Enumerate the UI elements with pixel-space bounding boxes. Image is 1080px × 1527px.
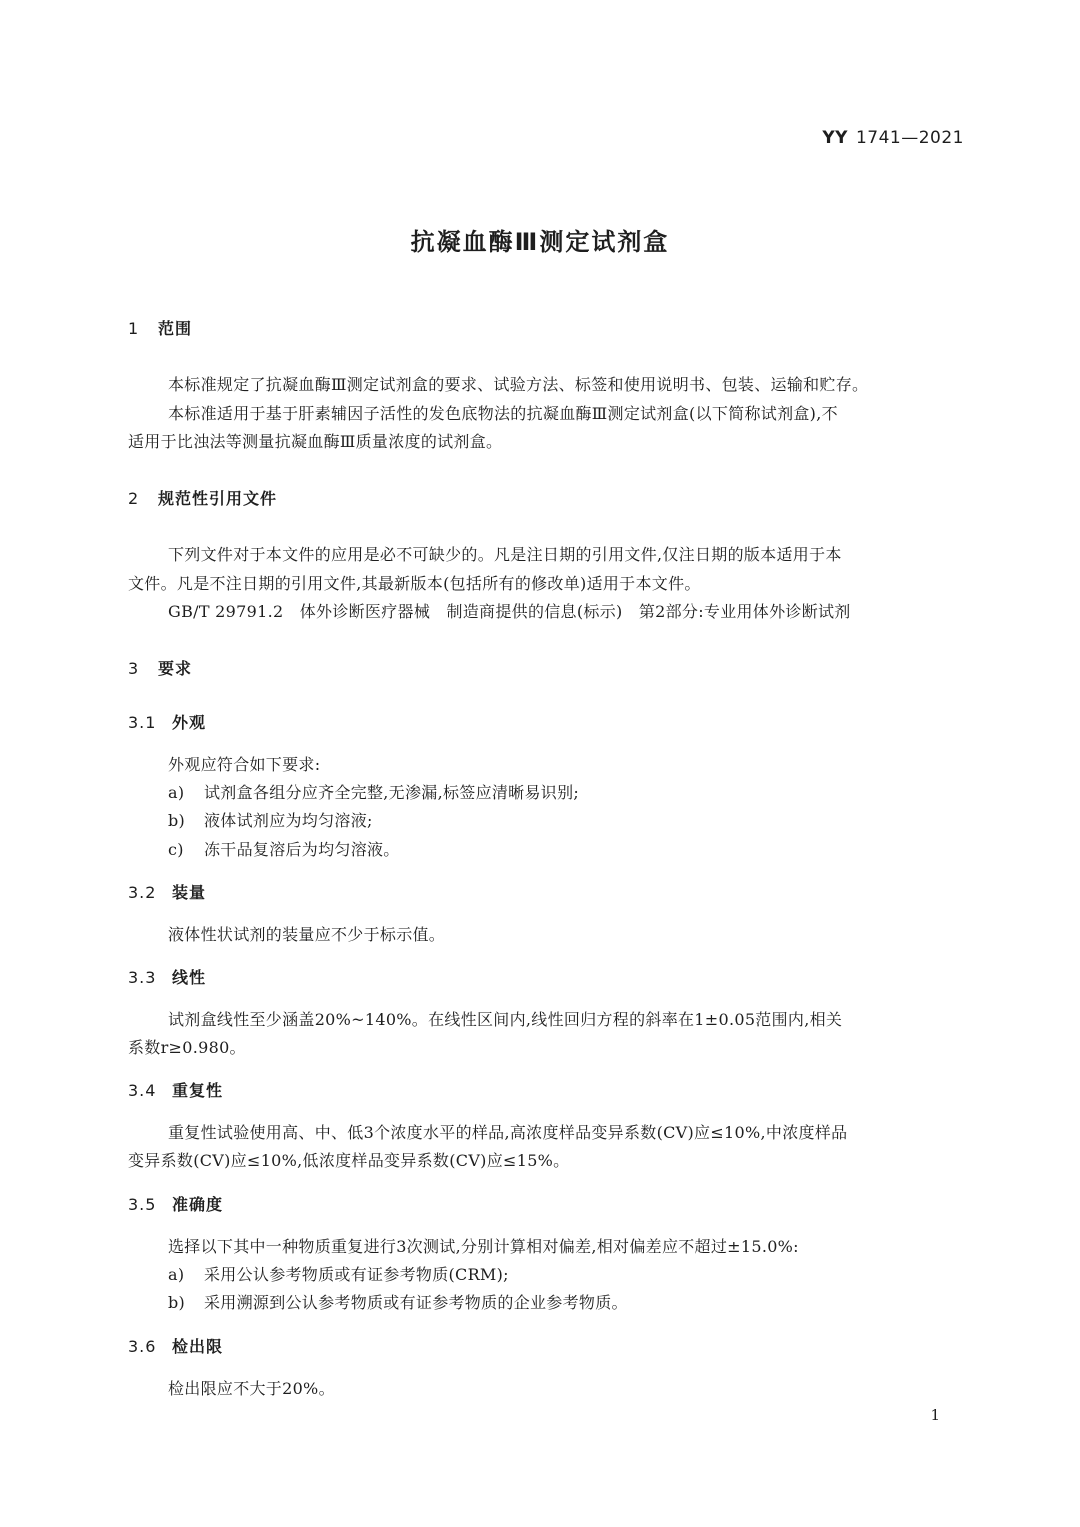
list-marker: b) (168, 1293, 186, 1312)
paragraph-line: 变异系数(CV)应≤10%,低浓度样品变异系数(CV)应≤15%。 (128, 1151, 570, 1170)
list-marker: a) (168, 1265, 185, 1284)
list-text: 采用溯源到公认参考物质或有证参考物质的企业参考物质。 (204, 1293, 628, 1312)
subsection-number: 3.6 (128, 1337, 157, 1356)
subsection-number: 3.5 (128, 1195, 157, 1214)
section-title: 规范性引用文件 (158, 489, 278, 508)
subsection-number: 3.2 (128, 883, 157, 902)
list-item (168, 1290, 628, 1313)
subsection-3-1-heading (128, 710, 206, 733)
paragraph-line: 检出限应不大于20%。 (168, 1379, 335, 1398)
section-3-heading (128, 656, 192, 679)
subsection-title: 重复性 (172, 1081, 224, 1100)
paragraph-line: 试剂盒线性至少涵盖20%~140%。在线性区间内,线性回归方程的斜率在1±0.05范围内,相关 (168, 1010, 843, 1029)
subsection-title: 外观 (172, 713, 207, 732)
subsection-number: 3.1 (128, 713, 157, 732)
subsection-title: 装量 (172, 883, 207, 902)
paragraph-line: 下列文件对于本文件的应用是必不可缺少的。凡是注日期的引用文件,仅注日期的版本适用于本 (168, 545, 842, 564)
paragraph-line: 重复性试验使用高、中、低3个浓度水平的样品,高浓度样品变异系数(CV)应≤10%,中浓度样品 (168, 1123, 848, 1142)
subsection-title: 检出限 (172, 1337, 224, 1356)
subsection-number: 3.4 (128, 1081, 157, 1100)
subsection-3-6-heading (128, 1334, 223, 1357)
paragraph-line: 选择以下其中一种物质重复进行3次测试,分别计算相对偏差,相对偏差应不超过±15.0%: (168, 1237, 799, 1256)
subsection-3-2-heading (128, 880, 206, 903)
page-number: 1 (930, 1406, 940, 1424)
paragraph-line: 本标准规定了抗凝血酶Ⅲ测定试剂盒的要求、试验方法、标签和使用说明书、包装、运输和贮存。 (168, 375, 869, 394)
subsection-number: 3.3 (128, 968, 157, 987)
subsection-title: 线性 (172, 968, 207, 987)
paragraph-line: 系数r≥0.980。 (128, 1038, 246, 1057)
list-text: 液体试剂应为均匀溶液; (204, 811, 373, 830)
subsection-3-5-heading (128, 1192, 223, 1215)
list-item (168, 780, 579, 803)
list-marker: c) (168, 840, 184, 859)
list-text: 冻干品复溶后为均匀溶液。 (204, 840, 400, 859)
list-item (168, 837, 400, 860)
normative-reference: GB/T 29791.2 体外诊断医疗器械 制造商提供的信息(标示) 第2部分:专业用体外诊断试剂 (168, 602, 851, 621)
standard-code-number: 1741—2021 (855, 128, 964, 148)
subsection-3-4-heading (128, 1078, 223, 1101)
standard-code (822, 128, 964, 148)
subsection-title: 准确度 (172, 1195, 224, 1214)
list-marker: a) (168, 783, 185, 802)
document-title: 抗凝血酶Ⅲ测定试剂盒 (410, 228, 670, 256)
list-item (168, 1262, 509, 1285)
paragraph-line: 本标准适用于基于肝素辅因子活性的发色底物法的抗凝血酶Ⅲ测定试剂盒(以下简称试剂盒),不 (168, 404, 838, 423)
section-title: 要求 (158, 659, 193, 678)
paragraph-line: 适用于比浊法等测量抗凝血酶Ⅲ质量浓度的试剂盒。 (128, 432, 503, 451)
section-title: 范围 (158, 319, 193, 338)
paragraph-line: 文件。凡是不注日期的引用文件,其最新版本(包括所有的修改单)适用于本文件。 (128, 574, 701, 593)
list-text: 采用公认参考物质或有证参考物质(CRM); (204, 1265, 509, 1284)
section-2-heading (128, 486, 277, 509)
subsection-3-3-heading (128, 965, 206, 988)
section-number: 1 (128, 319, 140, 338)
list-text: 试剂盒各组分应齐全完整,无渗漏,标签应清晰易识别; (204, 783, 580, 802)
paragraph-line: 液体性状试剂的装量应不少于标示值。 (168, 925, 446, 944)
list-marker: b) (168, 811, 186, 830)
section-number: 3 (128, 659, 140, 678)
paragraph-line: 外观应符合如下要求: (168, 755, 321, 774)
list-item (168, 808, 373, 831)
section-1-heading (128, 316, 192, 339)
standard-code-prefix: YY (822, 128, 848, 148)
section-number: 2 (128, 489, 140, 508)
